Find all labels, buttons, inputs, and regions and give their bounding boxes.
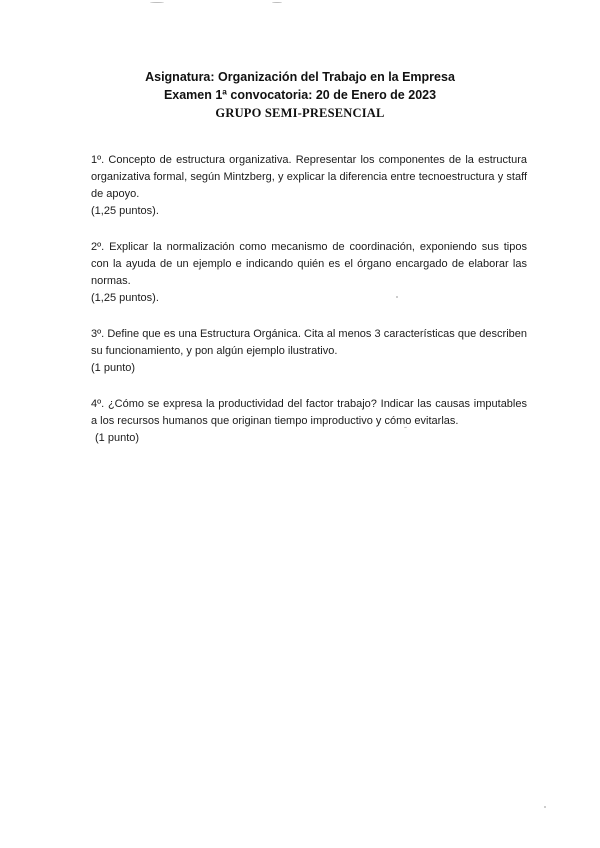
question-3 <box>91 326 527 377</box>
question-text <box>91 239 527 290</box>
question-body: Explicar la normalización como mecanismo de coordinación, exponiendo sus tipos con la ayuda de un ejemplo e indicando quién es el órgano encargado de elaborar las normas. <box>91 241 527 287</box>
question-number: 3º. <box>91 328 105 340</box>
question-points: (1,25 puntos). <box>91 205 159 217</box>
scan-speck <box>544 806 546 808</box>
question-4 <box>91 396 527 447</box>
question-text <box>91 396 527 430</box>
subject-title: Asignatura: Organización del Trabajo en la Empresa <box>145 70 455 84</box>
question-1 <box>91 152 527 220</box>
question-number: 4º. <box>91 398 105 410</box>
question-number: 2º. <box>91 241 105 253</box>
question-2 <box>91 239 527 307</box>
scan-speck <box>396 296 398 298</box>
question-points: (1 punto) <box>91 362 136 374</box>
question-text <box>91 152 527 203</box>
question-list <box>91 152 527 466</box>
question-text <box>91 326 527 360</box>
question-body: Concepto de estructura organizativa. Representar los componentes de la estructura organizativa formal, según Mintzberg, y explicar la diferencia entre tecnoestructura y staff de apoyo. <box>91 154 527 200</box>
question-body: Define que es una Estructura Orgánica. Cita al menos 3 características que describen su funcionamiento, y pon algún ejemplo ilustrativo. <box>91 328 528 357</box>
group-label: GRUPO SEMI-PRESENCIAL <box>215 106 385 120</box>
exam-date: Examen 1ª convocatoria: 20 de Enero de 2023 <box>163 88 437 102</box>
question-points: (1 punto) <box>95 432 140 444</box>
question-number: 1º. <box>91 154 105 166</box>
question-points: (1,25 puntos). <box>91 292 159 304</box>
scan-speck <box>272 2 282 3</box>
scan-speck <box>404 427 407 428</box>
question-body: ¿Cómo se expresa la productividad del factor trabajo? Indicar las causas imputables a los recursos humanos que originan tiempo improductivo y cómo evitarlas. <box>91 398 527 427</box>
exam-header <box>0 68 600 122</box>
scan-speck <box>150 2 164 3</box>
